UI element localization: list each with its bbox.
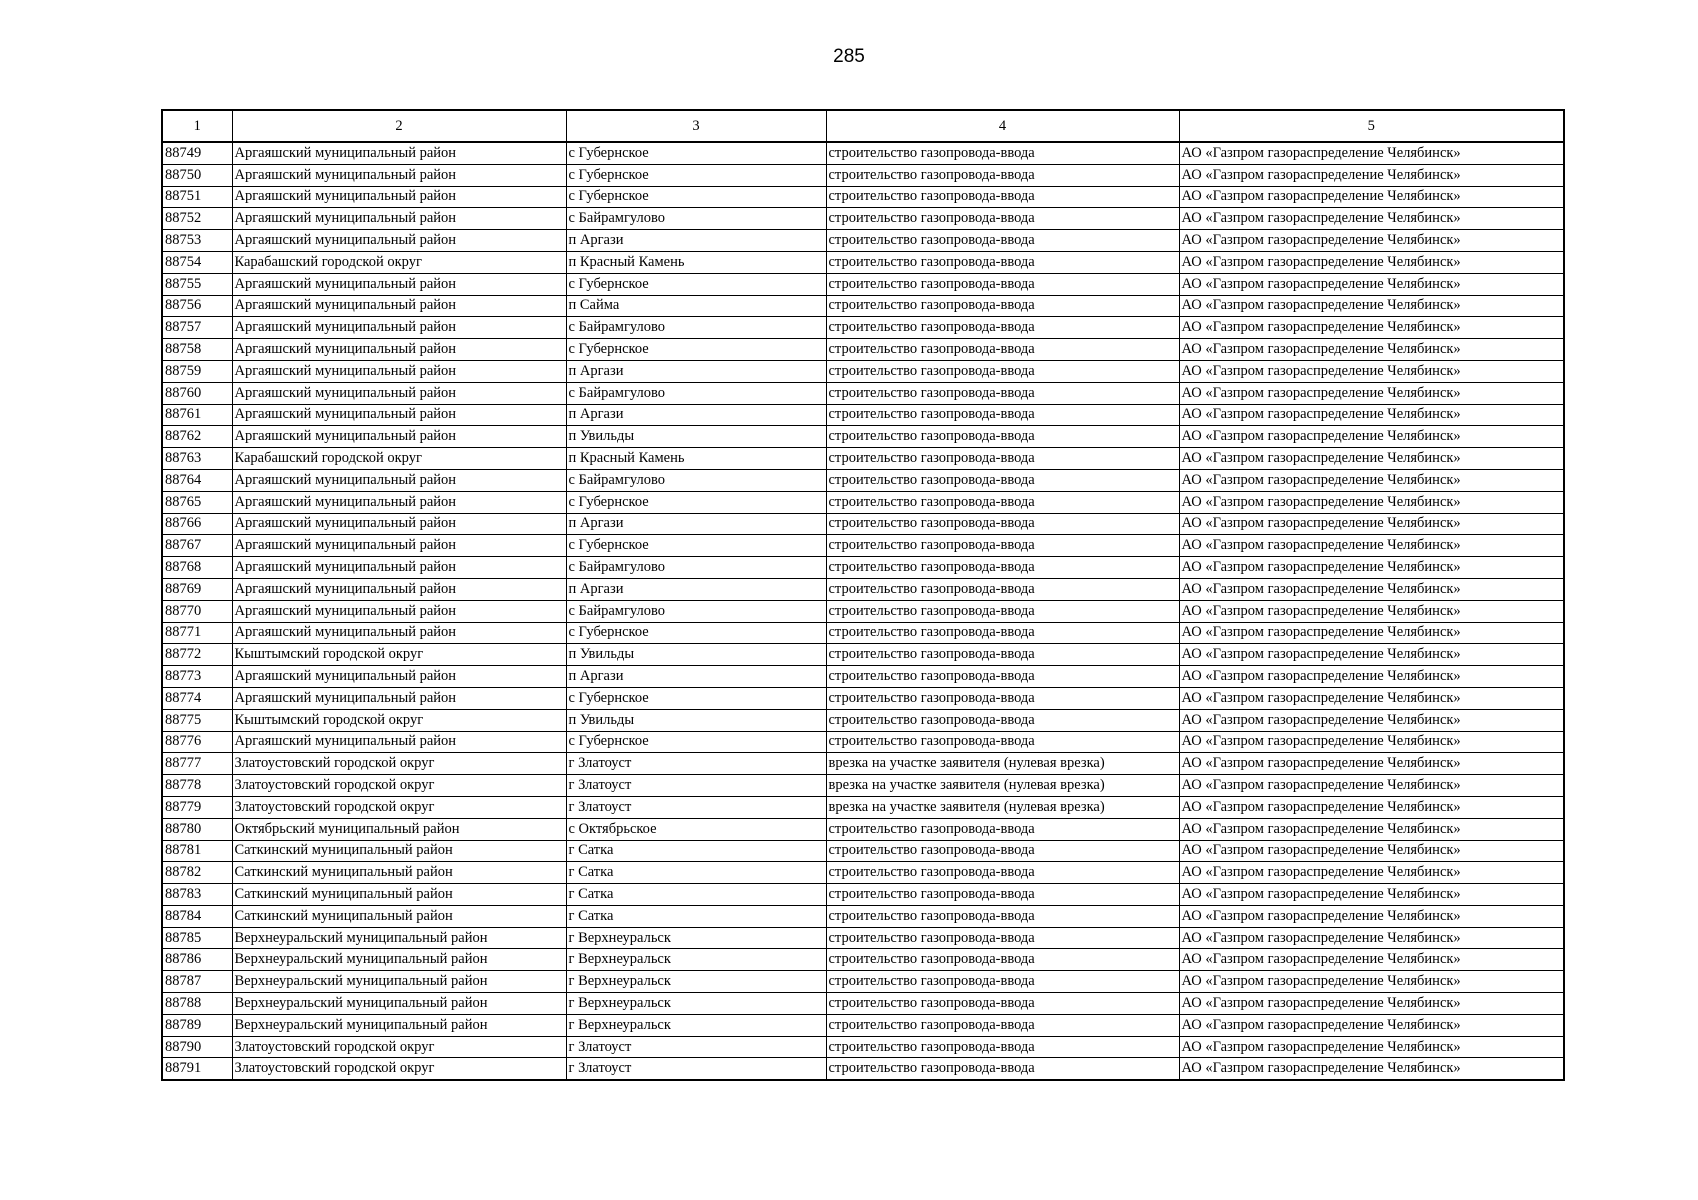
municipality-cell: Аргаяшский муниципальный район [232, 208, 566, 230]
municipality-cell: Аргаяшский муниципальный район [232, 360, 566, 382]
row-number-cell: 88759 [162, 360, 232, 382]
table-row [162, 731, 1564, 753]
organization-cell: АО «Газпром газораспределение Челябинск» [1179, 426, 1564, 448]
table-row [162, 513, 1564, 535]
row-number-cell: 88755 [162, 273, 232, 295]
municipality-cell: Аргаяшский муниципальный район [232, 382, 566, 404]
table-row [162, 644, 1564, 666]
municipality-cell: Аргаяшский муниципальный район [232, 535, 566, 557]
work-type-cell: строительство газопровода-ввода [826, 927, 1179, 949]
table-row [162, 622, 1564, 644]
organization-cell: АО «Газпром газораспределение Челябинск» [1179, 448, 1564, 470]
table-row [162, 491, 1564, 513]
settlement-cell: п Красный Камень [566, 448, 826, 470]
work-type-cell: строительство газопровода-ввода [826, 644, 1179, 666]
row-number-cell: 88777 [162, 753, 232, 775]
table-row [162, 208, 1564, 230]
settlement-cell: г Златоуст [566, 1058, 826, 1080]
row-number-cell: 88756 [162, 295, 232, 317]
table-row [162, 578, 1564, 600]
settlement-cell: п Сайма [566, 295, 826, 317]
work-type-cell: строительство газопровода-ввода [826, 1058, 1179, 1080]
settlement-cell: с Байрамгулово [566, 317, 826, 339]
settlement-cell: п Увильды [566, 709, 826, 731]
row-number-cell: 88767 [162, 535, 232, 557]
work-type-cell: строительство газопровода-ввода [826, 535, 1179, 557]
organization-cell: АО «Газпром газораспределение Челябинск» [1179, 535, 1564, 557]
organization-cell: АО «Газпром газораспределение Челябинск» [1179, 186, 1564, 208]
organization-cell: АО «Газпром газораспределение Челябинск» [1179, 142, 1564, 164]
organization-cell: АО «Газпром газораспределение Челябинск» [1179, 491, 1564, 513]
work-type-cell: строительство газопровода-ввода [826, 1036, 1179, 1058]
row-number-cell: 88766 [162, 513, 232, 535]
settlement-cell: г Сатка [566, 905, 826, 927]
row-number-cell: 88754 [162, 251, 232, 273]
municipality-cell: Саткинский муниципальный район [232, 862, 566, 884]
table-row [162, 949, 1564, 971]
row-number-cell: 88758 [162, 339, 232, 361]
municipality-cell: Аргаяшский муниципальный район [232, 230, 566, 252]
header-row [162, 110, 1564, 142]
work-type-cell: строительство газопровода-ввода [826, 600, 1179, 622]
organization-cell: АО «Газпром газораспределение Челябинск» [1179, 709, 1564, 731]
row-number-cell: 88764 [162, 469, 232, 491]
settlement-cell: п Аргази [566, 404, 826, 426]
row-number-cell: 88765 [162, 491, 232, 513]
organization-cell: АО «Газпром газораспределение Челябинск» [1179, 251, 1564, 273]
table-row [162, 186, 1564, 208]
organization-cell: АО «Газпром газораспределение Челябинск» [1179, 775, 1564, 797]
municipality-cell: Аргаяшский муниципальный район [232, 186, 566, 208]
organization-cell: АО «Газпром газораспределение Челябинск» [1179, 557, 1564, 579]
municipality-cell: Аргаяшский муниципальный район [232, 142, 566, 164]
row-number-cell: 88782 [162, 862, 232, 884]
organization-cell: АО «Газпром газораспределение Челябинск» [1179, 644, 1564, 666]
municipality-cell: Аргаяшский муниципальный район [232, 317, 566, 339]
work-type-cell: строительство газопровода-ввода [826, 578, 1179, 600]
work-type-cell: врезка на участке заявителя (нулевая врезка) [826, 775, 1179, 797]
organization-cell: АО «Газпром газораспределение Челябинск» [1179, 208, 1564, 230]
organization-cell: АО «Газпром газораспределение Челябинск» [1179, 796, 1564, 818]
row-number-cell: 88772 [162, 644, 232, 666]
work-type-cell: строительство газопровода-ввода [826, 382, 1179, 404]
work-type-cell: строительство газопровода-ввода [826, 818, 1179, 840]
settlement-cell: п Аргази [566, 230, 826, 252]
settlement-cell: г Верхнеуральск [566, 971, 826, 993]
organization-cell: АО «Газпром газораспределение Челябинск» [1179, 731, 1564, 753]
municipality-cell: Верхнеуральский муниципальный район [232, 927, 566, 949]
row-number-cell: 88768 [162, 557, 232, 579]
table-row [162, 382, 1564, 404]
municipality-cell: Карабашский городской округ [232, 251, 566, 273]
work-type-cell: строительство газопровода-ввода [826, 186, 1179, 208]
row-number-cell: 88786 [162, 949, 232, 971]
table-row [162, 709, 1564, 731]
row-number-cell: 88785 [162, 927, 232, 949]
row-number-cell: 88751 [162, 186, 232, 208]
settlement-cell: п Красный Камень [566, 251, 826, 273]
municipality-cell: Саткинский муниципальный район [232, 840, 566, 862]
municipality-cell: Аргаяшский муниципальный район [232, 622, 566, 644]
work-type-cell: строительство газопровода-ввода [826, 1014, 1179, 1036]
work-type-cell: строительство газопровода-ввода [826, 339, 1179, 361]
work-type-cell: строительство газопровода-ввода [826, 687, 1179, 709]
settlement-cell: г Верхнеуральск [566, 993, 826, 1015]
table-row [162, 840, 1564, 862]
settlement-cell: г Верхнеуральск [566, 949, 826, 971]
table-row [162, 971, 1564, 993]
work-type-cell: строительство газопровода-ввода [826, 905, 1179, 927]
municipality-cell: Карабашский городской округ [232, 448, 566, 470]
settlement-cell: г Верхнеуральск [566, 1014, 826, 1036]
settlement-cell: с Байрамгулово [566, 208, 826, 230]
municipality-cell: Златоустовский городской округ [232, 775, 566, 797]
table-row [162, 295, 1564, 317]
column-header-5: 5 [1179, 110, 1564, 142]
table-body [162, 142, 1564, 1080]
municipality-cell: Златоустовский городской округ [232, 1036, 566, 1058]
municipality-cell: Саткинский муниципальный район [232, 884, 566, 906]
organization-cell: АО «Газпром газораспределение Челябинск» [1179, 164, 1564, 186]
table-row [162, 230, 1564, 252]
settlement-cell: п Аргази [566, 578, 826, 600]
table-row [162, 818, 1564, 840]
organization-cell: АО «Газпром газораспределение Челябинск» [1179, 1014, 1564, 1036]
row-number-cell: 88762 [162, 426, 232, 448]
work-type-cell: строительство газопровода-ввода [826, 731, 1179, 753]
work-type-cell: врезка на участке заявителя (нулевая врезка) [826, 796, 1179, 818]
municipality-cell: Кыштымский городской округ [232, 709, 566, 731]
table-row [162, 317, 1564, 339]
settlement-cell: г Златоуст [566, 796, 826, 818]
row-number-cell: 88750 [162, 164, 232, 186]
municipality-cell: Аргаяшский муниципальный район [232, 731, 566, 753]
table-row [162, 404, 1564, 426]
organization-cell: АО «Газпром газораспределение Челябинск» [1179, 382, 1564, 404]
table-row [162, 448, 1564, 470]
organization-cell: АО «Газпром газораспределение Челябинск» [1179, 884, 1564, 906]
settlement-cell: п Увильды [566, 644, 826, 666]
table-row [162, 884, 1564, 906]
municipality-cell: Аргаяшский муниципальный район [232, 513, 566, 535]
organization-cell: АО «Газпром газораспределение Челябинск» [1179, 513, 1564, 535]
settlement-cell: с Губернское [566, 535, 826, 557]
work-type-cell: строительство газопровода-ввода [826, 251, 1179, 273]
row-number-cell: 88752 [162, 208, 232, 230]
table-row [162, 339, 1564, 361]
table-row [162, 360, 1564, 382]
work-type-cell: строительство газопровода-ввода [826, 360, 1179, 382]
row-number-cell: 88791 [162, 1058, 232, 1080]
organization-cell: АО «Газпром газораспределение Челябинск» [1179, 273, 1564, 295]
settlement-cell: с Байрамгулово [566, 600, 826, 622]
work-type-cell: строительство газопровода-ввода [826, 404, 1179, 426]
municipality-cell: Аргаяшский муниципальный район [232, 404, 566, 426]
table-row [162, 905, 1564, 927]
work-type-cell: строительство газопровода-ввода [826, 142, 1179, 164]
settlement-cell: с Октябрьское [566, 818, 826, 840]
organization-cell: АО «Газпром газораспределение Челябинск» [1179, 295, 1564, 317]
municipality-cell: Аргаяшский муниципальный район [232, 600, 566, 622]
table-row [162, 557, 1564, 579]
work-type-cell: врезка на участке заявителя (нулевая врезка) [826, 753, 1179, 775]
table-row [162, 535, 1564, 557]
settlement-cell: г Сатка [566, 862, 826, 884]
settlement-cell: с Байрамгулово [566, 469, 826, 491]
table-row [162, 775, 1564, 797]
settlement-cell: п Аргази [566, 360, 826, 382]
work-type-cell: строительство газопровода-ввода [826, 273, 1179, 295]
organization-cell: АО «Газпром газораспределение Челябинск» [1179, 840, 1564, 862]
settlement-cell: г Сатка [566, 884, 826, 906]
municipality-cell: Аргаяшский муниципальный район [232, 339, 566, 361]
organization-cell: АО «Газпром газораспределение Челябинск» [1179, 339, 1564, 361]
row-number-cell: 88789 [162, 1014, 232, 1036]
organization-cell: АО «Газпром газораспределение Челябинск» [1179, 905, 1564, 927]
organization-cell: АО «Газпром газораспределение Челябинск» [1179, 317, 1564, 339]
work-type-cell: строительство газопровода-ввода [826, 884, 1179, 906]
municipality-cell: Аргаяшский муниципальный район [232, 666, 566, 688]
organization-cell: АО «Газпром газораспределение Челябинск» [1179, 578, 1564, 600]
municipality-cell: Аргаяшский муниципальный район [232, 491, 566, 513]
municipality-cell: Аргаяшский муниципальный район [232, 578, 566, 600]
work-type-cell: строительство газопровода-ввода [826, 993, 1179, 1015]
settlement-cell: п Аргази [566, 666, 826, 688]
organization-cell: АО «Газпром газораспределение Челябинск» [1179, 862, 1564, 884]
organization-cell: АО «Газпром газораспределение Челябинск» [1179, 666, 1564, 688]
table-row [162, 1036, 1564, 1058]
row-number-cell: 88776 [162, 731, 232, 753]
municipality-cell: Верхнеуральский муниципальный район [232, 1014, 566, 1036]
organization-cell: АО «Газпром газораспределение Челябинск» [1179, 927, 1564, 949]
table-row [162, 164, 1564, 186]
work-type-cell: строительство газопровода-ввода [826, 862, 1179, 884]
registry-table [161, 109, 1565, 1081]
table-row [162, 469, 1564, 491]
municipality-cell: Кыштымский городской округ [232, 644, 566, 666]
municipality-cell: Аргаяшский муниципальный район [232, 295, 566, 317]
settlement-cell: с Губернское [566, 186, 826, 208]
municipality-cell: Верхнеуральский муниципальный район [232, 971, 566, 993]
table-row [162, 600, 1564, 622]
row-number-cell: 88749 [162, 142, 232, 164]
table-row [162, 251, 1564, 273]
municipality-cell: Верхнеуральский муниципальный район [232, 993, 566, 1015]
settlement-cell: с Губернское [566, 491, 826, 513]
column-header-3: 3 [566, 110, 826, 142]
organization-cell: АО «Газпром газораспределение Челябинск» [1179, 230, 1564, 252]
settlement-cell: с Губернское [566, 687, 826, 709]
row-number-cell: 88769 [162, 578, 232, 600]
work-type-cell: строительство газопровода-ввода [826, 971, 1179, 993]
table-row [162, 142, 1564, 164]
table-row [162, 796, 1564, 818]
organization-cell: АО «Газпром газораспределение Челябинск» [1179, 622, 1564, 644]
row-number-cell: 88787 [162, 971, 232, 993]
row-number-cell: 88757 [162, 317, 232, 339]
row-number-cell: 88774 [162, 687, 232, 709]
row-number-cell: 88788 [162, 993, 232, 1015]
table-row [162, 753, 1564, 775]
row-number-cell: 88753 [162, 230, 232, 252]
row-number-cell: 88779 [162, 796, 232, 818]
row-number-cell: 88781 [162, 840, 232, 862]
settlement-cell: с Губернское [566, 164, 826, 186]
row-number-cell: 88771 [162, 622, 232, 644]
table-header [162, 110, 1564, 142]
table-row [162, 687, 1564, 709]
municipality-cell: Октябрьский муниципальный район [232, 818, 566, 840]
row-number-cell: 88770 [162, 600, 232, 622]
organization-cell: АО «Газпром газораспределение Челябинск» [1179, 404, 1564, 426]
settlement-cell: г Златоуст [566, 1036, 826, 1058]
work-type-cell: строительство газопровода-ввода [826, 426, 1179, 448]
municipality-cell: Аргаяшский муниципальный район [232, 557, 566, 579]
work-type-cell: строительство газопровода-ввода [826, 557, 1179, 579]
row-number-cell: 88773 [162, 666, 232, 688]
organization-cell: АО «Газпром газораспределение Челябинск» [1179, 1058, 1564, 1080]
municipality-cell: Саткинский муниципальный район [232, 905, 566, 927]
organization-cell: АО «Газпром газораспределение Челябинск» [1179, 753, 1564, 775]
settlement-cell: с Губернское [566, 622, 826, 644]
organization-cell: АО «Газпром газораспределение Челябинск» [1179, 818, 1564, 840]
table-row [162, 1014, 1564, 1036]
organization-cell: АО «Газпром газораспределение Челябинск» [1179, 360, 1564, 382]
municipality-cell: Златоустовский городской округ [232, 1058, 566, 1080]
work-type-cell: строительство газопровода-ввода [826, 208, 1179, 230]
settlement-cell: с Губернское [566, 339, 826, 361]
municipality-cell: Аргаяшский муниципальный район [232, 687, 566, 709]
settlement-cell: с Губернское [566, 273, 826, 295]
settlement-cell: г Златоуст [566, 775, 826, 797]
table-row [162, 426, 1564, 448]
organization-cell: АО «Газпром газораспределение Челябинск» [1179, 687, 1564, 709]
work-type-cell: строительство газопровода-ввода [826, 230, 1179, 252]
row-number-cell: 88775 [162, 709, 232, 731]
work-type-cell: строительство газопровода-ввода [826, 622, 1179, 644]
row-number-cell: 88790 [162, 1036, 232, 1058]
settlement-cell: г Верхнеуральск [566, 927, 826, 949]
row-number-cell: 88763 [162, 448, 232, 470]
municipality-cell: Златоустовский городской округ [232, 753, 566, 775]
column-header-2: 2 [232, 110, 566, 142]
municipality-cell: Аргаяшский муниципальный район [232, 273, 566, 295]
row-number-cell: 88784 [162, 905, 232, 927]
work-type-cell: строительство газопровода-ввода [826, 666, 1179, 688]
column-header-4: 4 [826, 110, 1179, 142]
row-number-cell: 88761 [162, 404, 232, 426]
work-type-cell: строительство газопровода-ввода [826, 709, 1179, 731]
work-type-cell: строительство газопровода-ввода [826, 448, 1179, 470]
settlement-cell: г Златоуст [566, 753, 826, 775]
municipality-cell: Златоустовский городской округ [232, 796, 566, 818]
organization-cell: АО «Газпром газораспределение Челябинск» [1179, 993, 1564, 1015]
table-row [162, 273, 1564, 295]
row-number-cell: 88778 [162, 775, 232, 797]
settlement-cell: п Увильды [566, 426, 826, 448]
organization-cell: АО «Газпром газораспределение Челябинск» [1179, 600, 1564, 622]
work-type-cell: строительство газопровода-ввода [826, 295, 1179, 317]
row-number-cell: 88780 [162, 818, 232, 840]
organization-cell: АО «Газпром газораспределение Челябинск» [1179, 1036, 1564, 1058]
work-type-cell: строительство газопровода-ввода [826, 491, 1179, 513]
work-type-cell: строительство газопровода-ввода [826, 317, 1179, 339]
organization-cell: АО «Газпром газораспределение Челябинск» [1179, 469, 1564, 491]
settlement-cell: с Губернское [566, 731, 826, 753]
settlement-cell: с Байрамгулово [566, 382, 826, 404]
municipality-cell: Аргаяшский муниципальный район [232, 426, 566, 448]
column-header-1: 1 [162, 110, 232, 142]
settlement-cell: с Байрамгулово [566, 557, 826, 579]
page-number: 285 [833, 46, 865, 67]
table-row [162, 1058, 1564, 1080]
work-type-cell: строительство газопровода-ввода [826, 840, 1179, 862]
municipality-cell: Аргаяшский муниципальный район [232, 469, 566, 491]
organization-cell: АО «Газпром газораспределение Челябинск» [1179, 949, 1564, 971]
work-type-cell: строительство газопровода-ввода [826, 469, 1179, 491]
table-row [162, 993, 1564, 1015]
settlement-cell: п Аргази [566, 513, 826, 535]
organization-cell: АО «Газпром газораспределение Челябинск» [1179, 971, 1564, 993]
municipality-cell: Аргаяшский муниципальный район [232, 164, 566, 186]
work-type-cell: строительство газопровода-ввода [826, 164, 1179, 186]
table-row [162, 862, 1564, 884]
work-type-cell: строительство газопровода-ввода [826, 949, 1179, 971]
settlement-cell: г Сатка [566, 840, 826, 862]
work-type-cell: строительство газопровода-ввода [826, 513, 1179, 535]
table-row [162, 666, 1564, 688]
municipality-cell: Верхнеуральский муниципальный район [232, 949, 566, 971]
row-number-cell: 88783 [162, 884, 232, 906]
settlement-cell: с Губернское [566, 142, 826, 164]
row-number-cell: 88760 [162, 382, 232, 404]
table-row [162, 927, 1564, 949]
